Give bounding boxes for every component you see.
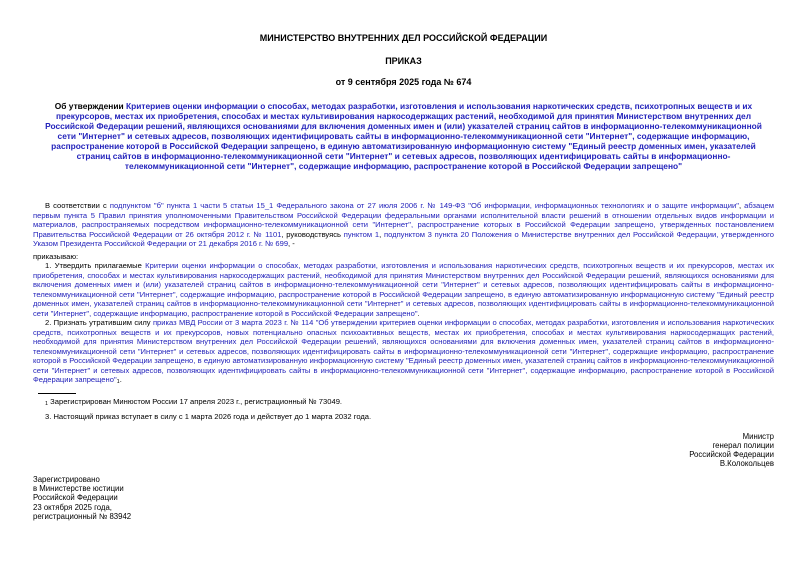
footnote-block [33, 393, 774, 409]
signature-line-name: В.Колокольцев [719, 459, 774, 469]
document-date-number: от 9 сентября 2025 года № 674 [335, 77, 472, 87]
document-title [38, 101, 769, 171]
doc-reference-link[interactable]: абзацем первым пункта 5 Правил принятия уполномоченными Правительством Российской Федерации федеральными органами исполнительной власти решений в отношении отдельных видов информации и материалов, распространяемых посредством информационно-телекоммуникационной сети "Интернет", распространение которых в Российской Федерации запрещено, утвержденных постановлением Правительства Российской Федерации от 26 октября 2012 г. № 1101 [33, 201, 774, 239]
signature-line-title: Министр [742, 431, 774, 441]
order-item-3: 3. Настоящий приказ вступает в силу с 1 марта 2026 года и действует до 1 марта 2032 года. [45, 412, 372, 421]
doc-reference-link[interactable]: пунктом 1 [343, 229, 380, 239]
registration-line: 23 октября 2025 года, [33, 502, 112, 512]
doc-reference-link[interactable]: Критерии оценки информации о способах, методах разработки, изготовления и использования наркотических средств, психотропных веществ и их прекурсоров, местах их приобретения, способах и местах культивирования наркосодержащих растений, необходимой для принятия Министерством внутренних дел Российской Федерации решений, являющихся основаниями для включения доменных имен и (или) указателей страниц сайтов в информационно-телекоммуникационной сети "Интернет" и сетевых адресов, позволяющих идентифицировать сайты в информационно-телекоммуникационной сети "Интернет", содержащие информацию, распространение которой в Российской Федерации запрещено, в единую автоматизированную информационную систему "Единый реестр доменных имен, указателей страниц сайтов в информационно-телекоммуникационной сети "Интернет" и сетевых адресов, позволяющих идентифицировать сайты в информационно-телекоммуникационной сети "Интернет", содержащие информацию, распространение которой в Российской Федерации запрещено" [33, 261, 774, 318]
doc-reference-link[interactable]: подпунктом "б" пункта 1 части 5 статьи 15_1 Федерального закона от 27 июля 2006 г. № 149-ФЗ "Об информации, информационных технологиях и о защите информации" [109, 201, 739, 210]
title-prefix: Об утверждении [54, 101, 126, 111]
footnote-text [33, 397, 774, 409]
document-header [0, 0, 807, 87]
text-segment: 1. Утвердить прилагаемые [45, 261, 146, 270]
signature-line-rank: генерал полиции [712, 440, 774, 450]
title-link[interactable]: Критериев оценки информации о способах, методах разработки, изготовления и использования наркотических средств, психотропных веществ и их прекурсоров, местах их приобретения, способах и местах культивирования наркосодержащих растений, необходимой для принятия Министерством внутренних дел Российской Федерации решений, являющихся основаниями для включения доменных имен и (или) указателей страниц сайтов в информационно-телекоммуникационной сети "Интернет" и сетевых адресов, позволяющих идентифицировать сайты в информационно-телекоммуникационной сети "Интернет", содержащие информацию, распространение которой в Российской Федерации запрещено, в единую автоматизированную информационную систему "Единый реестр доменных имен, указателей страниц сайтов в информационно-телекоммуникационной сети "Интернет" и сетевых адресов, позволяющих идентифицировать сайты в информационно-телекоммуникационной сети "Интернет", содержащие информацию, распространение которой в Российской Федерации запрещено" [45, 101, 762, 171]
registration-line: регистрационный № 83942 [33, 511, 132, 521]
order-item-1 [33, 261, 774, 318]
text-segment: 2. Признать утратившим силу [45, 318, 153, 327]
text-segment: , руководствуясь [281, 229, 344, 239]
footnote-marker: 1 [116, 379, 120, 385]
text-segment: . [417, 308, 420, 318]
text-segment: , [738, 201, 745, 210]
signature-line-country: Российской Федерации [689, 450, 774, 460]
text-segment: , [379, 229, 384, 239]
preamble-paragraph [33, 201, 774, 249]
registration-line: Российской Федерации [33, 493, 118, 503]
doc-reference-link[interactable]: приказ МВД России от 3 марта 2023 г. № 114 "Об утверждении критериев оценки информации о способах, методах разработки, изготовления и использования наркотических средств, психотропных веществ и их прекурсоров, новых потенциально опасных психоактивных веществ, местах их приобретения, способах и местах культивирования наркосодержащих растений, необходимой для принятия Министерством внутренних дел Российской Федерации решений, являющихся основаниями для включения доменных имен, указателей страниц сайтов в информационно-телекоммуникационной сети "Интернет" и сетевых адресов, позволяющих идентифицировать сайты в информационно-телекоммуникационной сети "Интернет", содержащие информацию, распространение которой в Российской Федерации запрещено, в единую автоматизированную информационную систему "Единый реестр доменных имен, указателей страниц сайтов в информационно-телекоммуникационной сети "Интернет" и сетевых адресов, позволяющих идентифицировать сайты в информационно-телекоммуникационной сети "Интернет", содержащие информацию, распространение которой в Российской Федерации запрещено" [33, 318, 774, 384]
text-segment: Зарегистрирован Минюстом России 17 апреля 2023 г., регистрационный № 73049. [48, 396, 343, 406]
registration-block [33, 475, 807, 521]
registration-line: в Министерстве юстиции [33, 483, 124, 493]
prikazyvayu-line: приказываю: [33, 251, 79, 261]
document-body [33, 201, 774, 422]
footnote-divider [38, 393, 76, 394]
order-item-2 [33, 318, 774, 387]
text-segment: , - [288, 239, 295, 248]
footnote-marker: 1 [45, 400, 49, 407]
registration-line: Зарегистрировано [33, 474, 100, 484]
doc-reference-link[interactable]: подпунктом 3 пункта 20 Положения о Министерстве внутренних дел Российской Федерации, утвержденного Указом Президента Российской Федерации от 21 декабря 2016 г. № 699 [33, 229, 774, 248]
document-type-heading: ПРИКАЗ [385, 56, 422, 66]
signature-block [33, 432, 774, 469]
text-segment: . [119, 375, 122, 384]
text-segment: В соответствии с [45, 201, 110, 210]
ministry-name: МИНИСТЕРСТВО ВНУТРЕННИХ ДЕЛ РОССИЙСКОЙ ФЕДЕРАЦИИ [259, 33, 548, 43]
